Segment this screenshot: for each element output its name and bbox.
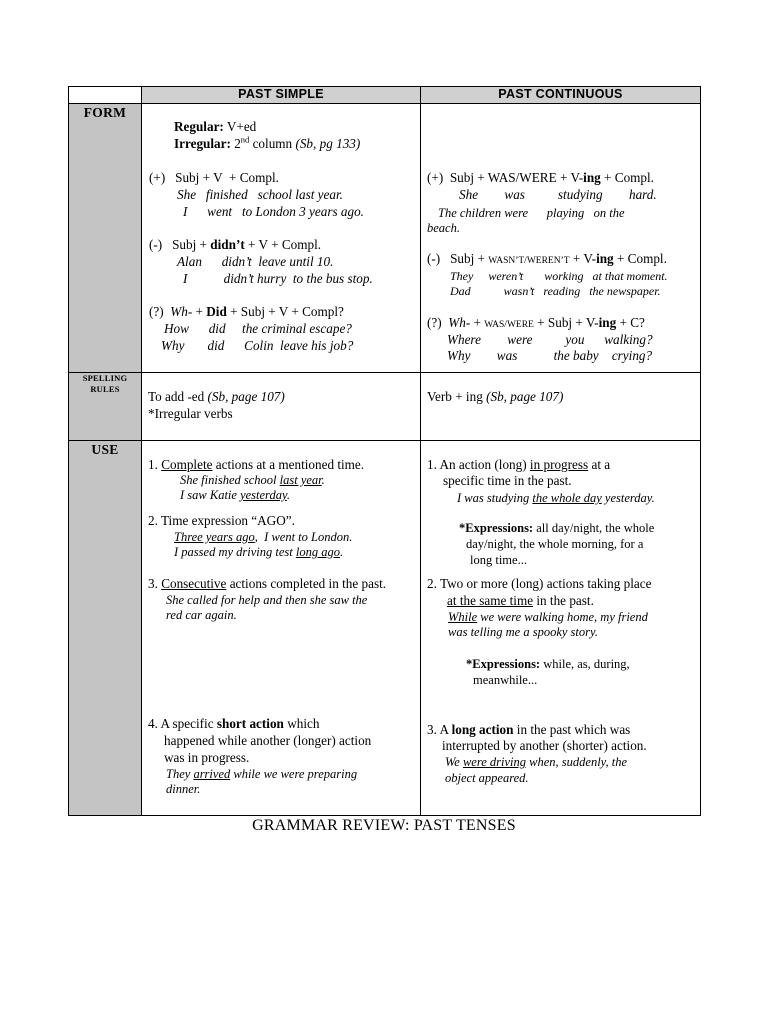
use-simple-4-example-2: dinner.: [166, 782, 201, 796]
cont-positive-example-1: She was studying hard.: [459, 187, 657, 202]
use-cont-3: 3. A long action in the past which was: [427, 722, 631, 737]
spelling-cont-line-1: Verb + ing (Sb, page 107): [427, 389, 564, 404]
use-label: USE: [91, 442, 119, 457]
cont-negative-example-2: Dad wasn’t reading the newspaper.: [450, 284, 661, 298]
use-cont-expressions-1: *Expressions: all day/night, the whole: [459, 521, 655, 535]
spelling-past-simple-cell: [142, 373, 421, 441]
use-simple-3-example-1: She called for help and then she saw the: [166, 593, 368, 607]
use-cont-3-example-1: We were driving when, suddenly, the: [445, 755, 628, 769]
use-cont-expressions-2-line-2: meanwhile...: [473, 673, 538, 687]
positive-formula: (+) Subj + V + Compl.: [149, 170, 279, 185]
use-cont-2-example-1: While we were walking home, my friend: [448, 610, 648, 624]
irregular-line: Irregular: 2nd column (Sb, pg 133): [174, 134, 361, 151]
form-label: FORM: [83, 105, 127, 120]
question-formula: (?) Wh- + Did + Subj + V + Compl?: [149, 304, 344, 319]
negative-example-2: I didn’t hurry to the bus stop.: [183, 271, 373, 286]
cont-positive-example-2a: The children were playing on the: [438, 206, 625, 220]
cont-question-formula: (?) Wh- + WAS/WERE + Subj + V-ing + C?: [427, 315, 645, 330]
use-cont-2: 2. Two or more (long) actions taking place: [427, 576, 652, 591]
use-simple-2: 2. Time expression “AGO”.: [148, 513, 295, 528]
cont-question-example-2: Why was the baby crying?: [447, 348, 653, 363]
use-past-continuous-cell: [421, 441, 701, 816]
header-past-simple: PAST SIMPLE: [142, 87, 421, 104]
page-caption: GRAMMAR REVIEW: PAST TENSES: [252, 817, 516, 834]
use-simple-1-example-2: I saw Katie yesterday.: [180, 488, 290, 502]
use-simple-4-line-2: happened while another (longer) action: [164, 733, 372, 748]
use-simple-3: 3. Consecutive actions completed in the past.: [148, 576, 387, 591]
use-simple-3-example-2: red car again.: [166, 608, 237, 622]
past-tenses-table: [68, 86, 701, 816]
use-cont-2-line-2: at the same time in the past.: [447, 593, 594, 608]
row-label-form: [69, 104, 142, 373]
spelling-simple-line-2: *Irregular verbs: [148, 406, 233, 421]
negative-formula: (-) Subj + didn’t + V + Compl.: [149, 237, 322, 252]
spelling-label-1: SPELLING: [82, 373, 128, 383]
use-cont-expressions-2: *Expressions: while, as, during,: [466, 657, 630, 671]
spelling-simple-line-1: To add -ed (Sb, page 107): [148, 389, 285, 404]
cont-positive-formula: (+) Subj + WAS/WERE + V-ing + Compl.: [427, 170, 654, 185]
row-label-use: [69, 441, 142, 816]
positive-example-2: I went to London 3 years ago.: [183, 204, 364, 219]
use-cont-expressions-1-line-3: long time...: [470, 553, 527, 567]
cont-question-example-1: Where were you walking?: [447, 332, 653, 347]
cont-positive-example-2b: beach.: [427, 221, 460, 235]
use-cont-expressions-1-line-2: day/night, the whole morning, for a: [466, 537, 644, 551]
use-simple-4-line-3: was in progress.: [164, 750, 250, 765]
question-example-2: Why did Colin leave his job?: [161, 338, 354, 353]
row-label-spelling: [69, 373, 142, 441]
cont-negative-example-1: They weren’t working at that moment.: [450, 269, 668, 283]
use-cont-2-example-2: was telling me a spooky story.: [448, 625, 598, 639]
use-simple-4: 4. A specific short action which: [148, 716, 320, 731]
use-cont-1-line-2: specific time in the past.: [443, 473, 572, 488]
negative-example-1: Alan didn’t leave until 10.: [177, 254, 334, 269]
corner-cell: [69, 87, 142, 104]
positive-example-1: She finished school last year.: [177, 187, 343, 202]
use-simple-2-example-1: Three years ago, I went to London.: [174, 530, 353, 544]
use-cont-1-example: I was studying the whole day yesterday.: [457, 491, 655, 505]
question-example-1: How did the criminal escape?: [164, 321, 352, 336]
cont-negative-formula: (-) Subj + WASN’T/WEREN’T + V-ing + Compl.: [427, 251, 667, 266]
use-cont-3-line-2: interrupted by another (shorter) action.: [442, 738, 647, 753]
use-simple-1: 1. Complete actions at a mentioned time.: [148, 457, 365, 472]
header-past-continuous: PAST CONTINUOUS: [421, 87, 701, 104]
use-simple-1-example-1: She finished school last year.: [180, 473, 325, 487]
use-simple-2-example-2: I passed my driving test long ago.: [174, 545, 344, 559]
use-cont-1: 1. An action (long) in progress at a: [427, 457, 611, 472]
use-simple-4-example-1: They arrived while we were preparing: [166, 767, 358, 781]
use-cont-3-example-2: object appeared.: [445, 771, 529, 785]
regular-line: Regular: V+ed: [174, 119, 257, 134]
spelling-label-2: RULES: [90, 384, 120, 394]
form-past-continuous-cell: [421, 104, 701, 373]
use-past-simple-cell: [142, 441, 421, 816]
spelling-past-continuous-cell: [421, 373, 701, 441]
form-past-simple-cell: [142, 104, 421, 373]
